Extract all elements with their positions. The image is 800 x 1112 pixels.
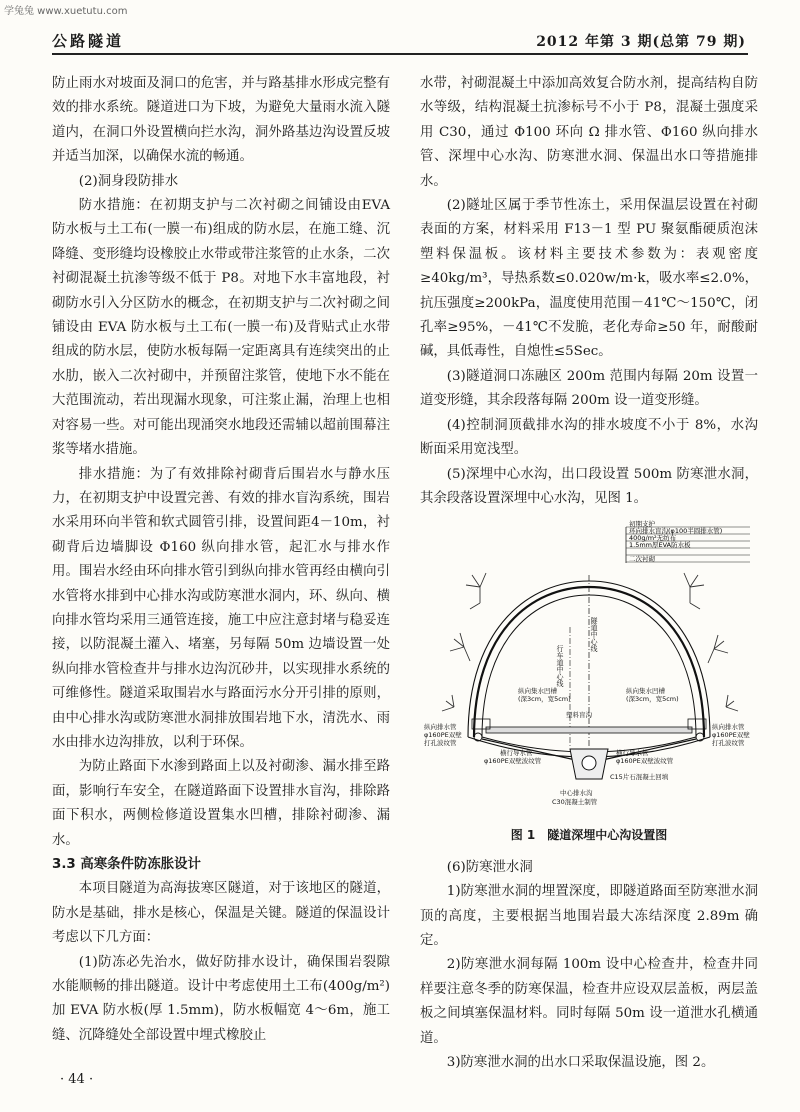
issue-info: 2012 年第 3 期(总第 79 期) [536, 34, 746, 50]
label-left-trough: 纵向集水凹槽 [518, 687, 557, 696]
right-column [420, 72, 758, 1075]
right-column-bottom [420, 856, 758, 1076]
label-blind-ditch: 塑料盲沟 [566, 711, 592, 720]
legend-item: 400g/m²无纺布 [629, 534, 677, 543]
lane-centerline-label: 行车道中心线 [556, 645, 564, 688]
paragraph: 水带，衬砌混凝土中添加高效复合防水剂，提高结构自防水等级，结构混凝土抗渗标号不小于 P8，混凝土强度采用 C30，通过 Φ100 环向 Ω 排水管、Φ160 纵向排水管、深埋中心水沟、防寒泄水洞、保温出水口等措施排水。 [420, 76, 758, 189]
legend-item: 二次衬砌 [629, 555, 655, 564]
watermark: 学兔兔 www.xuetutu.com [4, 6, 128, 17]
paragraph: (4)控制洞顶截排水沟的排水坡度不小于 8%，水沟断面采用宽浅型。 [420, 417, 758, 458]
layer-legend [626, 519, 750, 563]
header-rule [52, 53, 748, 55]
label-right-cross: 横行导水管 [616, 749, 649, 758]
section-heading: 3.3 高寒条件防冻胀设计 [52, 857, 201, 872]
legend-item: 环向排水盲沟(φ100半圆排水管) [629, 527, 723, 536]
label-right-pipe: 纵向排水管 [712, 723, 745, 732]
paragraph: 3)防寒泄水洞的出水口采取保温设施，图 2。 [446, 1054, 715, 1070]
figure-caption: 图 1 隧道深埋中心沟设置图 [510, 828, 668, 843]
paragraph: (6)防寒泄水洞 [446, 859, 533, 875]
tunnel-cross-section-diagram [420, 517, 758, 817]
label-left-pipe: 纵向排水管 [424, 723, 457, 732]
paragraph: 防止雨水对坡面及洞口的危害，并与路基排水形成完整有效的排水系统。隧道进口为下坡，为避免大量雨水流入隧道内，在洞口外设置横向拦水沟，洞外路基边沟设置反坡并适当加深，以确保水流的畅通。 [52, 76, 390, 165]
paragraph: (3)隧道洞口冻融区 200m 范围内每隔 20m 设置一道变形缝，其余段落每隔 200m 设一道变形缝。 [420, 368, 758, 409]
tunnel-centerline-label: 隧道中心线 [590, 617, 598, 653]
label-right-cross-2: φ160PE双壁波纹管 [616, 757, 674, 766]
right-column-top [420, 72, 758, 511]
label-gravel-backfill: C15片石混凝土回填 [610, 773, 669, 782]
paragraph: 防水措施：在初期支护与二次衬砌之间铺设由EVA 防水板与土工布(一膜一布)组成的防水层，在施工缝、沉降缝、变形缝均设橡胶止水带或带注浆管的止水条，二次衬砌混凝土抗渗等级不低于 P8。对地下水丰富地段，衬砌防水引入分区防水的概念，在初期支护与二次衬砌之间铺设由 EVA 防水板与土工布(一膜一布)及背贴式止水带组成的防水层，使防水板每隔一定距离具有连续突出的止水肋，嵌入二次衬砌中，并预留注浆管，使地下水不能在大范围流动，若出现漏水现象，可注浆止漏，治理上也相对容易一些。对可能出现涌突水地段还需辅以超前围幕注浆等堵水措施。 [52, 198, 390, 458]
page-number: · 44 · [60, 1072, 94, 1087]
label-left-cross-2: φ160PE双壁波纹管 [484, 757, 542, 766]
paragraph: (5)深埋中心水沟，出口段设置 500m 防寒泄水洞，其余段落设置深埋中心水沟，见图 1。 [420, 466, 758, 506]
label-left-pipe-3: 打孔波纹管 [424, 739, 457, 748]
figure-1 [420, 517, 758, 817]
legend-item: 1.5mm厚EVA防水板 [629, 541, 691, 550]
paragraph: (2)洞身段防排水 [78, 173, 179, 189]
journal-title: 公路隧道 [52, 32, 125, 50]
label-right-trough-dim: (深3cm，宽5cm) [626, 695, 679, 704]
paragraph: 1)防寒泄水洞的埋置深度，即隧道路面至防寒泄水洞顶的高度，主要根据当地围岩最大冻结深度 2.89m 确定。 [420, 884, 758, 948]
label-central-ditch-2: C30混凝土制管 [552, 798, 598, 807]
label-left-cross: 横行导水管 [500, 749, 533, 758]
label-right-pipe-2: φ160PE双壁 [712, 731, 750, 740]
label-right-pipe-3: 打孔波纹管 [712, 739, 745, 748]
paragraph: (2)隧址区属于季节性冻土，采用保温层设置在衬砌表面的方案，材料采用 F13－1 型 PU 聚氨酯硬质泡沫塑料保温板。该材料主要技术参数为：表观密度≥40kg/m³，导热系数≤0.020w/m·k，吸水率≤2.0%，抗压强度≥200kPa，温度使用范围－41℃～150℃，闭孔率≥95%，－41℃不发脆，老化寿命≥50 年，耐酸耐碱，具低毒性，自熄性≤5Sec。 [420, 198, 758, 360]
paragraph: (1)防冻必先治水，做好防排水设计，确保围岩裂隙水能顺畅的排出隧道。设计中考虑使用土工布(400g/m²)加 EVA 防水板(厚 1.5mm)，防水板幅宽 4～6m，施工缝、沉降缝处全部设置中埋式橡胶止 [52, 954, 390, 1043]
paragraph: 为防止路面下水渗到路面上以及衬砌渗、漏水排至路面，影响行车安全，在隧道路面下设置排水盲沟，排除路面下积水，两侧检修道设置集水凹槽，排除衬砌渗、漏水。 [52, 759, 390, 848]
paragraph: 本项目隧道为高海拔寒区隧道，对于该地区的隧道，防水是基础，排水是核心，保温是关键。隧道的保温设计考虑以下几方面： [52, 881, 390, 946]
paragraph: 2)防寒泄水洞每隔 100m 设中心检查井，检查井同样要注意冬季的防寒保温，检查井应设双层盖板，两层盖板之间填塞保温材料。同时每隔 50m 设一道泄水孔横通道。 [420, 957, 758, 1046]
label-left-pipe-2: φ160PE双壁 [424, 731, 462, 740]
label-central-ditch: 中心排水沟 [560, 789, 593, 798]
label-left-trough-dim: (深3cm，宽5cm) [518, 695, 571, 704]
central-drain-pipe [582, 756, 596, 770]
left-column [52, 72, 390, 1048]
legend-item: 初期支护 [629, 520, 655, 529]
paragraph: 排水措施：为了有效排除衬砌背后围岩水与静水压力，在初期支护中设置完善、有效的排水盲沟系统，围岩水采用环向半管和软式圆管引排，设置间距4－10m，衬砌背后边墙脚设 Φ160 纵向排水管，起汇水与排水作用。围岩水经由环向排水管引到纵向排水管再经由横向引水管将水排到中心排水沟或防寒泄水洞内，环、纵向、横向排水管均采用三通管连接，施工中应注意封堵与稳妥连接，以防混凝土灌入、堵塞，另每隔 50m 边墙设置一处纵向排水管检查井与排水边沟沉砂井，以实现排水系统的可维修性。隧道采取围岩水与路面污水分开引排的原则，由中心排水沟或防寒泄水洞排放围岩地下水，清洗水、雨水由排水边沟排放，以利于环保。 [52, 466, 390, 750]
label-right-trough: 纵向集水凹槽 [626, 687, 665, 696]
road-pavement [486, 727, 692, 733]
